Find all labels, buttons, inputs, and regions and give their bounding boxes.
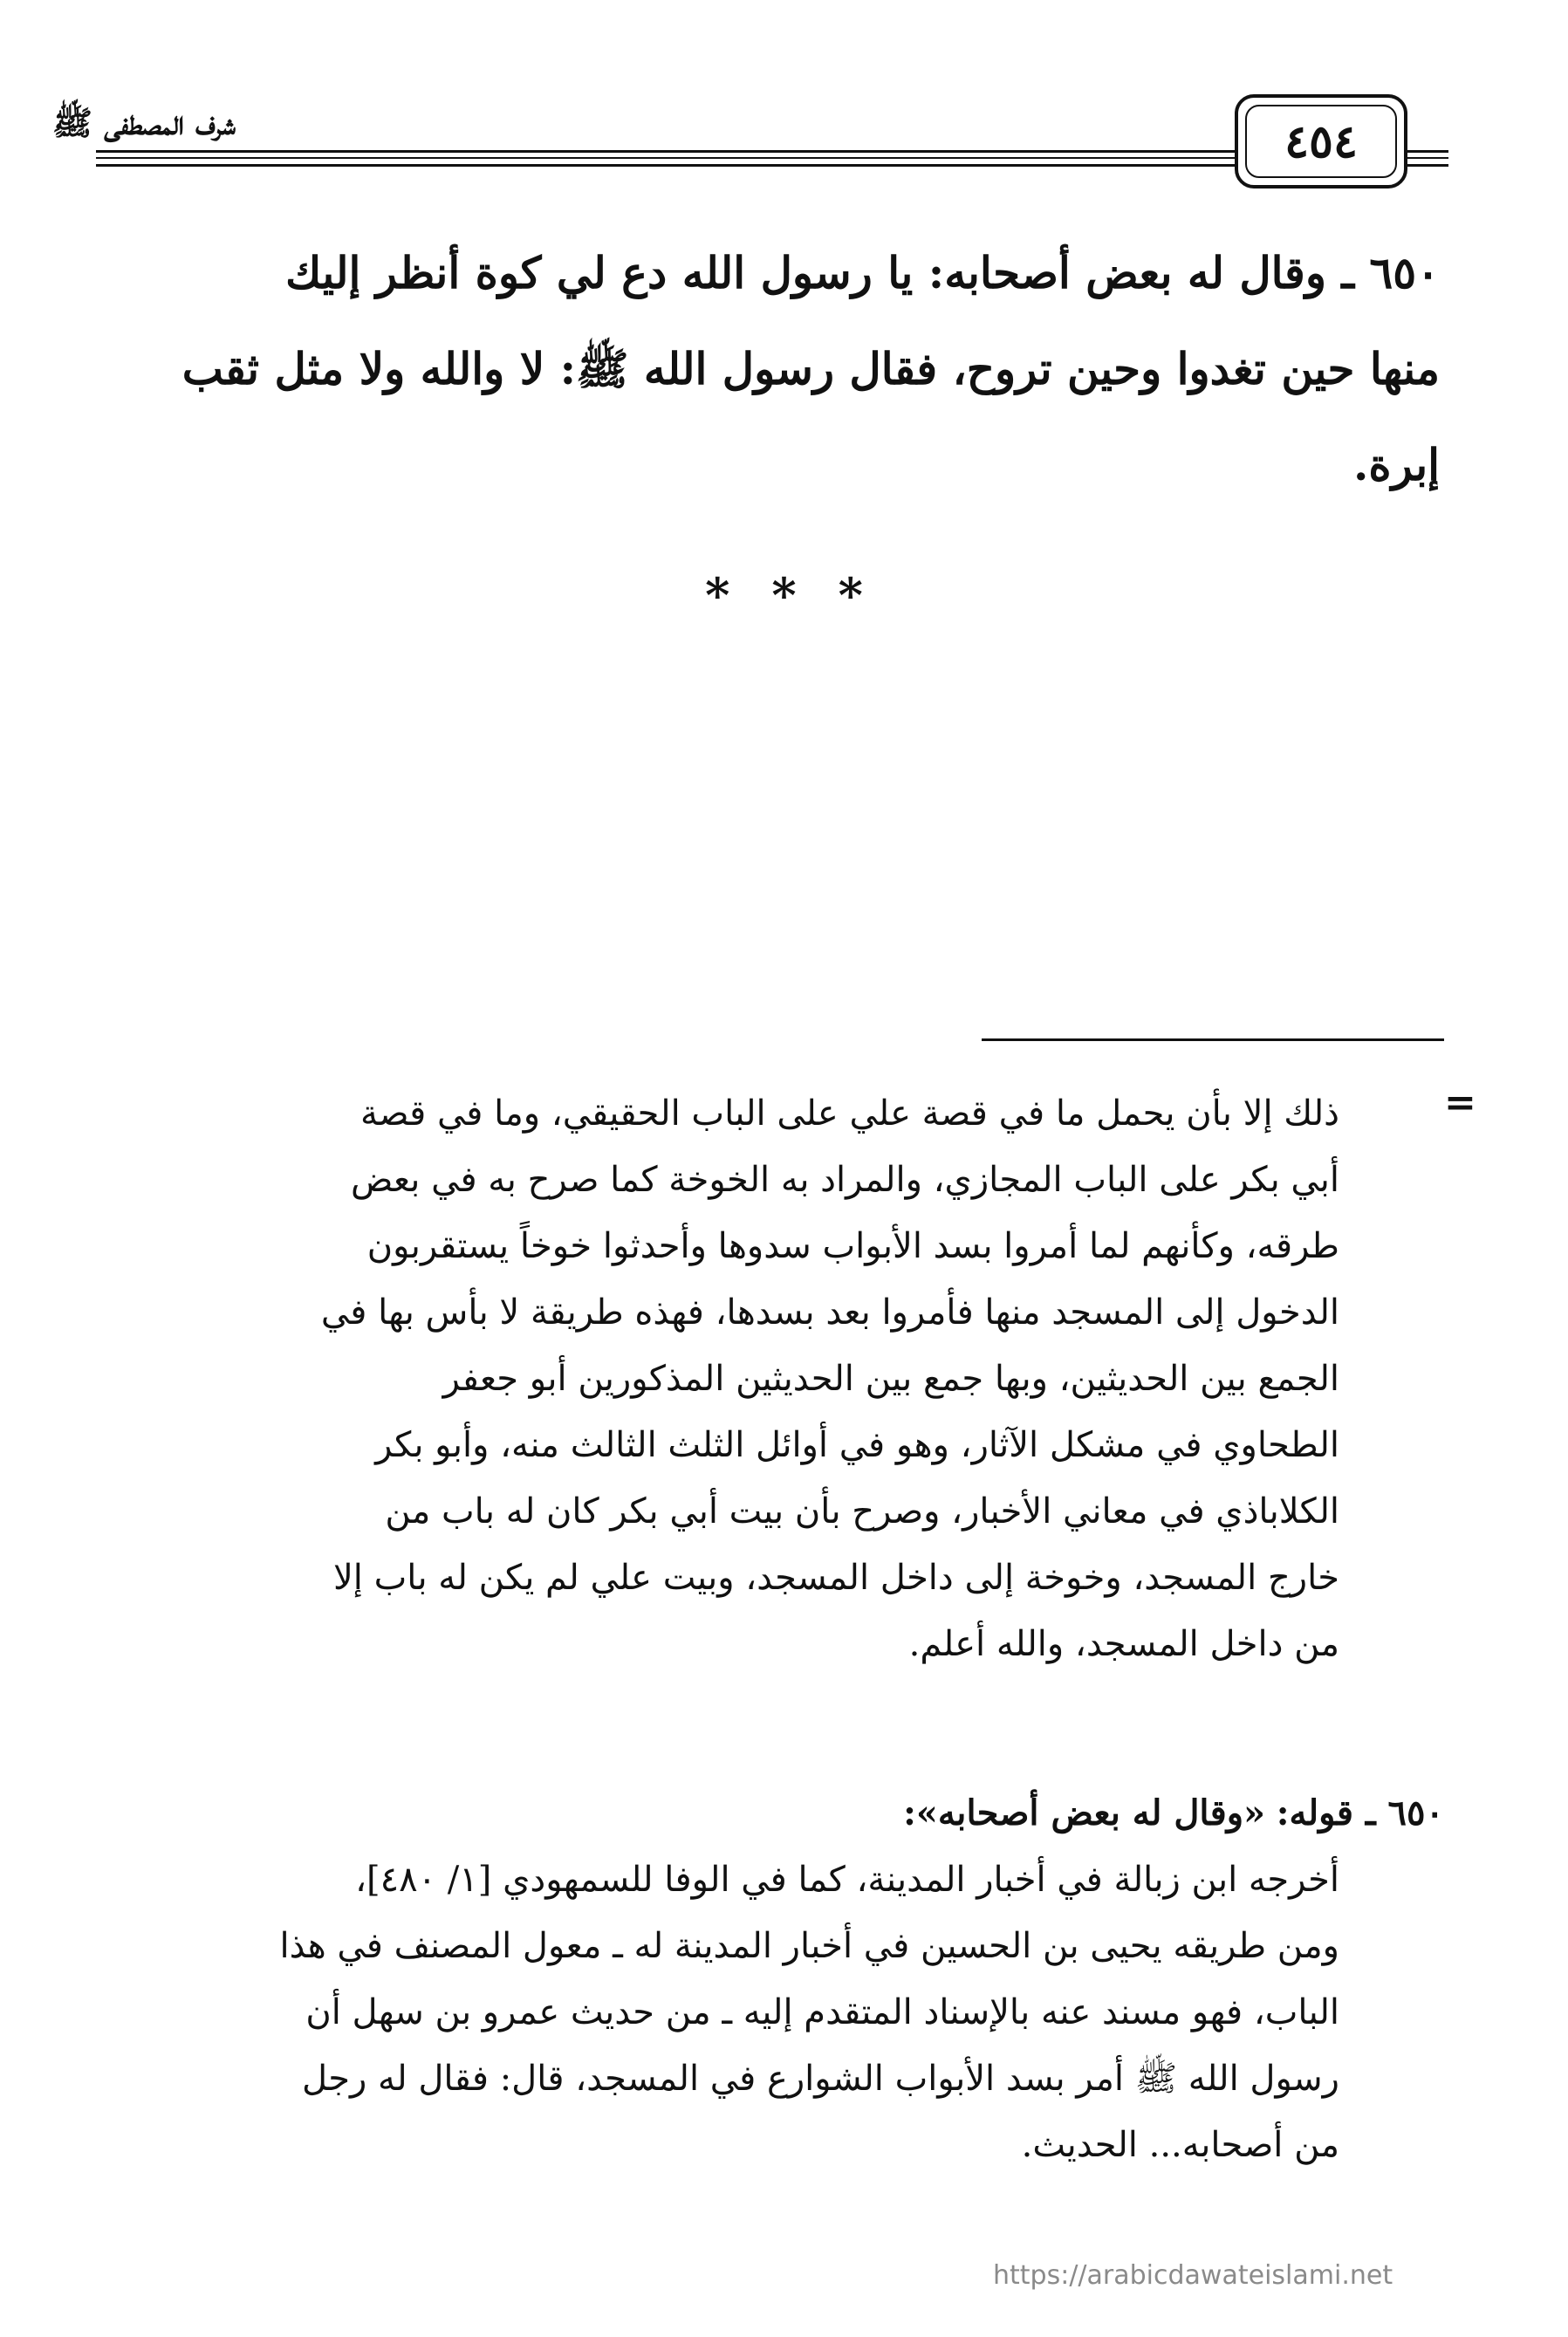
main-line: إبرة. <box>1353 439 1440 490</box>
footnote-line: الباب، فهو مسند عنه بالإسناد المتقدم إليه ـ من حديث عمرو بن سهل أن <box>305 1992 1339 2032</box>
footnote-line: من داخل المسجد، والله أعلم. <box>908 1624 1339 1664</box>
footnote-line: الطحاوي في مشكل الآثار، وهو في أوائل الثلث الثالث منه، وأبو بكر <box>375 1425 1339 1465</box>
section-separator: *** <box>705 567 905 623</box>
footnote-line: الجمع بين الحديثين، وبها جمع بين الحديثين المذكورين أبو جعفر <box>442 1359 1339 1399</box>
footnote-quote: «وقال له بعض أصحابه»: <box>903 1792 1266 1833</box>
footnote-line: الكلاباذي في معاني الأخبار، وصرح بأن بيت أبي بكر كان له باب من <box>385 1491 1339 1532</box>
watermark-url: https://arabicdawateislami.net <box>993 2260 1393 2291</box>
header-rule <box>1405 164 1448 167</box>
header-rule <box>1405 150 1448 153</box>
footnote-number: ٦٥٠ ـ قوله: <box>1276 1792 1444 1833</box>
footnote-line: خارج المسجد، وخوخة إلى داخل المسجد، وبيت علي لم يكن له باب إلا <box>332 1558 1339 1598</box>
footnote-line: أخرجه ابن زبالة في أخبار المدينة، كما في الوفا للسمهودي [١/ ٤٨٠]، <box>355 1860 1339 1900</box>
footnote-650 <box>96 1847 1339 2178</box>
footnote-divider <box>982 1038 1444 1041</box>
footnote-line: طرقه، وكأنهم لما أمروا بسد الأبواب سدوها وأحدثوا خوخاً يستقربون <box>366 1226 1339 1266</box>
header-rule <box>1405 157 1448 159</box>
footnote-650-heading <box>262 1780 1444 1847</box>
page-number: ٤٥٤ <box>1245 105 1397 178</box>
main-body-text <box>96 225 1440 513</box>
main-line: منها حين تغدوا وحين تروح، فقال رسول الله ﷺ: لا والله ولا مثل ثقب <box>181 343 1440 394</box>
footnote-line: رسول الله ﷺ أمر بسد الأبواب الشوارع في المسجد، قال: فقال له رجل <box>301 2059 1339 2099</box>
main-line: ٦٥٠ ـ وقال له بعض أصحابه: يا رسول الله دع لي كوة أنظر إليك <box>285 247 1440 298</box>
continuation-mark: = <box>1444 1080 1476 1125</box>
footnote-line: أبي بكر على الباب المجازي، والمراد به الخوخة كما صرح به في بعض <box>350 1160 1339 1200</box>
footnote-line: ذلك إلا بأن يحمل ما في قصة علي على الباب الحقيقي، وما في قصة <box>360 1093 1339 1134</box>
footnote-line: ومن طريقه يحيى بن الحسين في أخبار المدينة له ـ معول المصنف في هذا <box>279 1926 1339 1966</box>
footnote-continued <box>96 1080 1339 1677</box>
footnote-line: من أصحابه... الحديث. <box>1021 2125 1339 2165</box>
page-number-frame <box>1235 94 1407 188</box>
footnote-line: الدخول إلى المسجد منها فأمروا بعد بسدها، فهذه طريقة لا بأس بها في <box>320 1292 1339 1333</box>
running-header-title: شرف المصطفى ﷺ <box>52 103 236 142</box>
